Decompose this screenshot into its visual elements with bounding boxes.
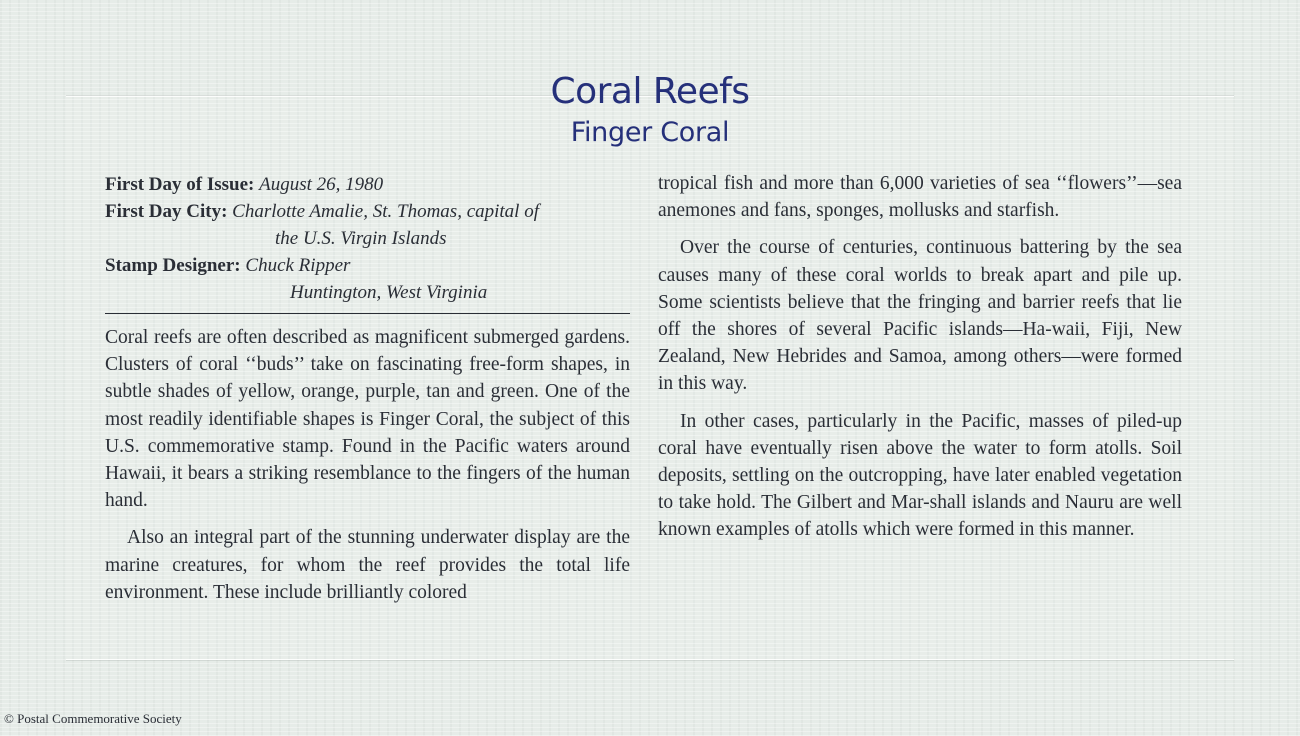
designer-label: Stamp Designer: (105, 255, 241, 276)
first-day-value: August 26, 1980 (259, 174, 384, 195)
body-paragraph: Over the course of centuries, continuous battering by the sea causes many of these coral worlds to break apart and pile up. Some scientists believe that the fringing and barrier reefs that lie off the shores of several Pacific islands—Ha-waii, Fiji, New Zealand, New Hebrides and Samoa, among others—were formed in this way. (658, 237, 1182, 395)
city-label: First Day City: (105, 201, 228, 222)
body-paragraph: Also an integral part of the stunning underwater display are the marine creatures, for whom the reef provides the total life environment. These include brilliantly colored (105, 527, 630, 603)
city-value-line2: the U.S. Virgin Islands (275, 228, 447, 249)
right-column (658, 170, 1182, 544)
designer-row-continued (105, 279, 630, 306)
designer-value-line1: Chuck Ripper (245, 255, 351, 276)
first-day-row (105, 171, 630, 198)
body-paragraph: Coral reefs are often described as magnificent submerged gardens. Clusters of coral ‘‘buds’’ take on fascinating free-form shapes, in subtle shades of yellow, orange, purple, tan and green. One of the most readily identifiable shapes is Finger Coral, the subject of this U.S. commemorative stamp. Found in the Pacific waters around Hawaii, it bears a striking resemblance to the fingers of the human hand. (105, 327, 630, 512)
designer-row (105, 252, 630, 279)
city-row-continued (105, 225, 630, 252)
city-row (105, 198, 630, 225)
divider-rule (105, 313, 630, 314)
page-subtitle: Finger Coral (570, 117, 730, 148)
city-value-line1: Charlotte Amalie, St. Thomas, capital of (232, 201, 539, 222)
left-column (105, 324, 630, 606)
issue-info-block (105, 171, 630, 306)
page-title: Coral Reefs (550, 71, 750, 112)
copyright-notice: © Postal Commemorative Society (4, 711, 182, 726)
first-day-label: First Day of Issue: (105, 174, 255, 195)
body-paragraph: tropical fish and more than 6,000 varieties of sea ‘‘flowers’’—sea anemones and fans, sponges, mollusks and starfish. (658, 173, 1182, 222)
body-paragraph: In other cases, particularly in the Pacific, masses of piled-up coral have eventually risen above the water to form atolls. Soil deposits, settling on the outcropping, have later enabled vegetation to take hold. The Gilbert and Mar-shall islands and Nauru are well known examples of atolls which were formed in this manner. (658, 410, 1182, 541)
designer-value-line2: Huntington, West Virginia (290, 282, 488, 303)
